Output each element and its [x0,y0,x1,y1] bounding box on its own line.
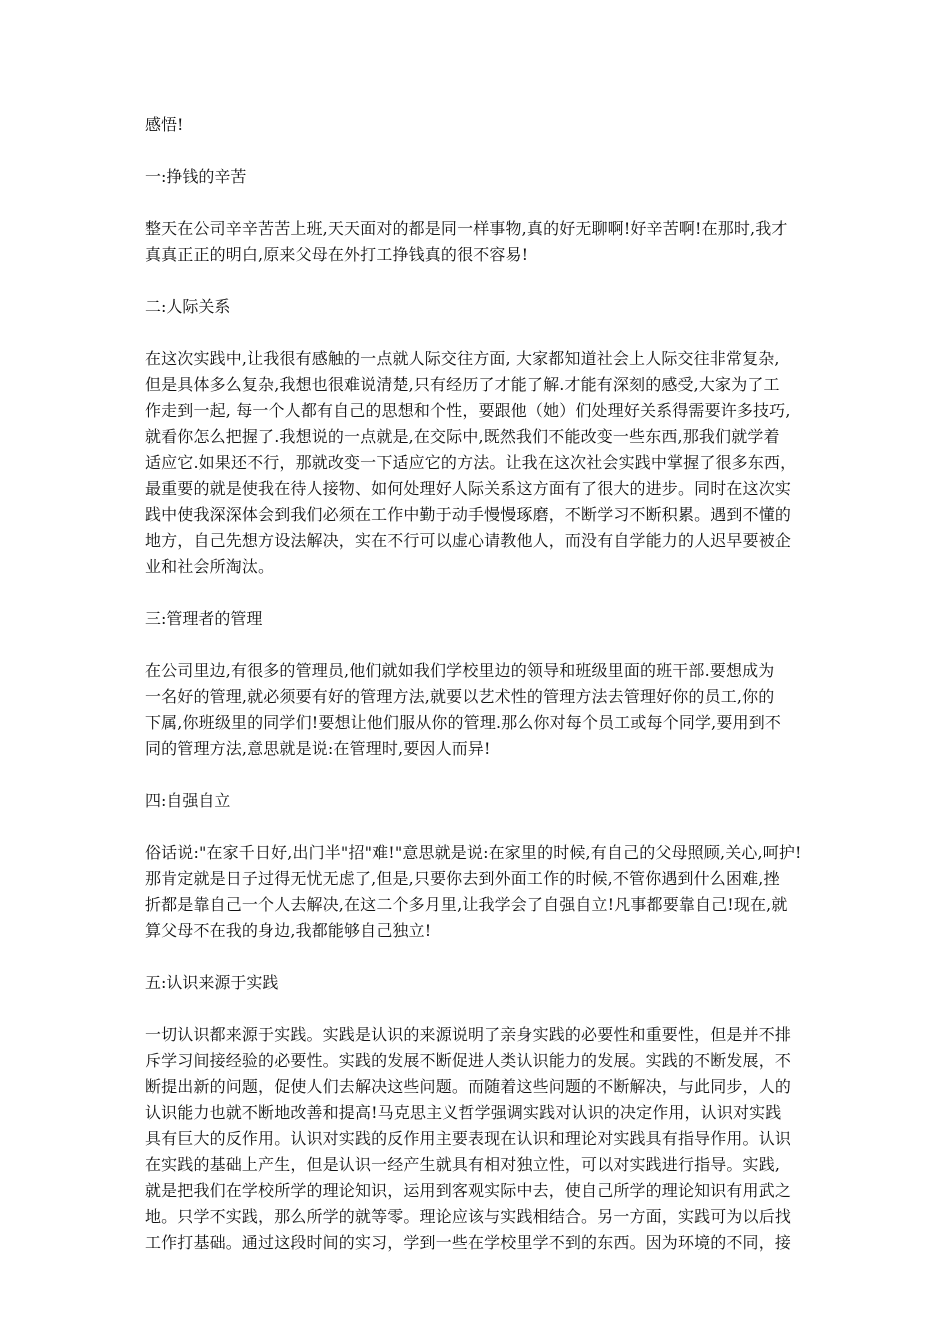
section-3-heading: 三:管理者的管理 [145,609,263,628]
spacer [145,814,813,840]
paragraph-line: 同的管理方法,意思就是说:在管理时,要因人而异! [145,739,491,758]
intro-text: 感悟! [145,115,184,134]
spacer [145,268,813,294]
spacer [145,138,813,164]
paragraph-line: 地。只学不实践，那么所学的就等零。理论应该与实践相结合。另一方面，实践可为以后找 [145,1207,792,1226]
spacer [145,190,813,216]
section-2-heading: 二:人际关系 [145,297,231,316]
spacer [145,320,813,346]
paragraph-line: 作走到一起, 每一个人都有自己的思想和个性，要跟他（她）们处理好关系得需要许多技巧, [145,401,791,420]
section-3-paragraph [145,658,813,762]
paragraph-line: 一切认识都来源于实践。实践是认识的来源说明了亲身实践的必要性和重要性，但是并不排 [145,1025,792,1044]
paragraph-line: 最重要的就是使我在待人接物、如何处理好人际关系这方面有了很大的进步。同时在这次实 [145,479,792,498]
paragraph-line: 在这次实践中,让我很有感触的一点就人际交往方面, 大家都知道社会上人际交往非常复杂, [145,349,780,368]
paragraph-line: 下属,你班级里的同学们!要想让他们服从你的管理.那么你对每个员工或每个同学,要用到不 [145,713,781,732]
paragraph-line: 一名好的管理,就必须要有好的管理方法,就要以艺术性的管理方法去管理好你的员工,你的 [145,687,775,706]
paragraph-line: 斥学习间接经验的必要性。实践的发展不断促进人类认识能力的发展。实践的不断发展，不 [145,1051,792,1070]
paragraph-line: 在公司里边,有很多的管理员,他们就如我们学校里边的领导和班级里面的班干部.要想成为 [145,661,775,680]
paragraph-line: 整天在公司辛辛苦苦上班,天天面对的都是同一样事物,真的好无聊啊!好辛苦啊!在那时,我才 [145,219,788,238]
paragraph-line: 就是把我们在学校所学的理论知识，运用到客观实际中去，使自己所学的理论知识有用武之 [145,1181,792,1200]
paragraph-line: 工作打基础。通过这段时间的实习，学到一些在学校里学不到的东西。因为环境的不同，接 [145,1233,792,1252]
paragraph-line: 真真正正的明白,原来父母在外打工挣钱真的很不容易! [145,245,529,264]
paragraph-line: 地方，自己先想方设法解决，实在不行可以虚心请教他人，而没有自学能力的人迟早要被企 [145,531,792,550]
section-4-heading: 四:自强自立 [145,791,231,810]
paragraph-line: 俗话说:"在家千日好,出门半"招"难!"意思就是说:在家里的时候,有自己的父母照顾,关心,呵护! [145,843,802,862]
section-5-heading: 五:认识来源于实践 [145,973,279,992]
paragraph-line: 在实践的基础上产生，但是认识一经产生就具有相对独立性，可以对实践进行指导。实践, [145,1155,781,1174]
paragraph-line: 断提出新的问题，促使人们去解决这些问题。而随着这些问题的不断解决，与此同步，人的 [145,1077,792,1096]
document-body [145,112,813,1256]
section-4-paragraph [145,840,813,944]
paragraph-line: 但是具体多么复杂,我想也很难说清楚,只有经历了才能了解.才能有深刻的感受,大家为了工 [145,375,780,394]
paragraph-line: 适应它.如果还不行，那就改变一下适应它的方法。让我在这次社会实践中掌握了很多东西， [145,453,797,472]
spacer [145,996,813,1022]
section-2-paragraph [145,346,813,580]
section-1-paragraph [145,216,813,268]
spacer [145,580,813,606]
section-5-paragraph [145,1022,813,1256]
paragraph-line: 具有巨大的反作用。认识对实践的反作用主要表现在认识和理论对实践具有指导作用。认识 [145,1129,792,1148]
paragraph-line: 践中使我深深体会到我们必须在工作中勤于动手慢慢琢磨，不断学习不断积累。遇到不懂的 [145,505,792,524]
paragraph-line: 业和社会所淘汰。 [145,557,275,576]
spacer [145,762,813,788]
paragraph-line: 那肯定就是日子过得无忧无虑了,但是,只要你去到外面工作的时候,不管你遇到什么困难,挫 [145,869,780,888]
section-1-heading: 一:挣钱的辛苦 [145,167,247,186]
paragraph-line: 认识能力也就不断地改善和提高!马克思主义哲学强调实践对认识的决定作用，认识对实践 [145,1103,782,1122]
paragraph-line: 算父母不在我的身边,我都能够自己独立! [145,921,432,940]
paragraph-line: 折都是靠自己一个人去解决,在这二个多月里,让我学会了自强自立!凡事都要靠自己!现在,就 [145,895,788,914]
paragraph-line: 就看你怎么把握了.我想说的一点就是,在交际中,既然我们不能改变一些东西,那我们就学着 [145,427,780,446]
spacer [145,632,813,658]
spacer [145,944,813,970]
